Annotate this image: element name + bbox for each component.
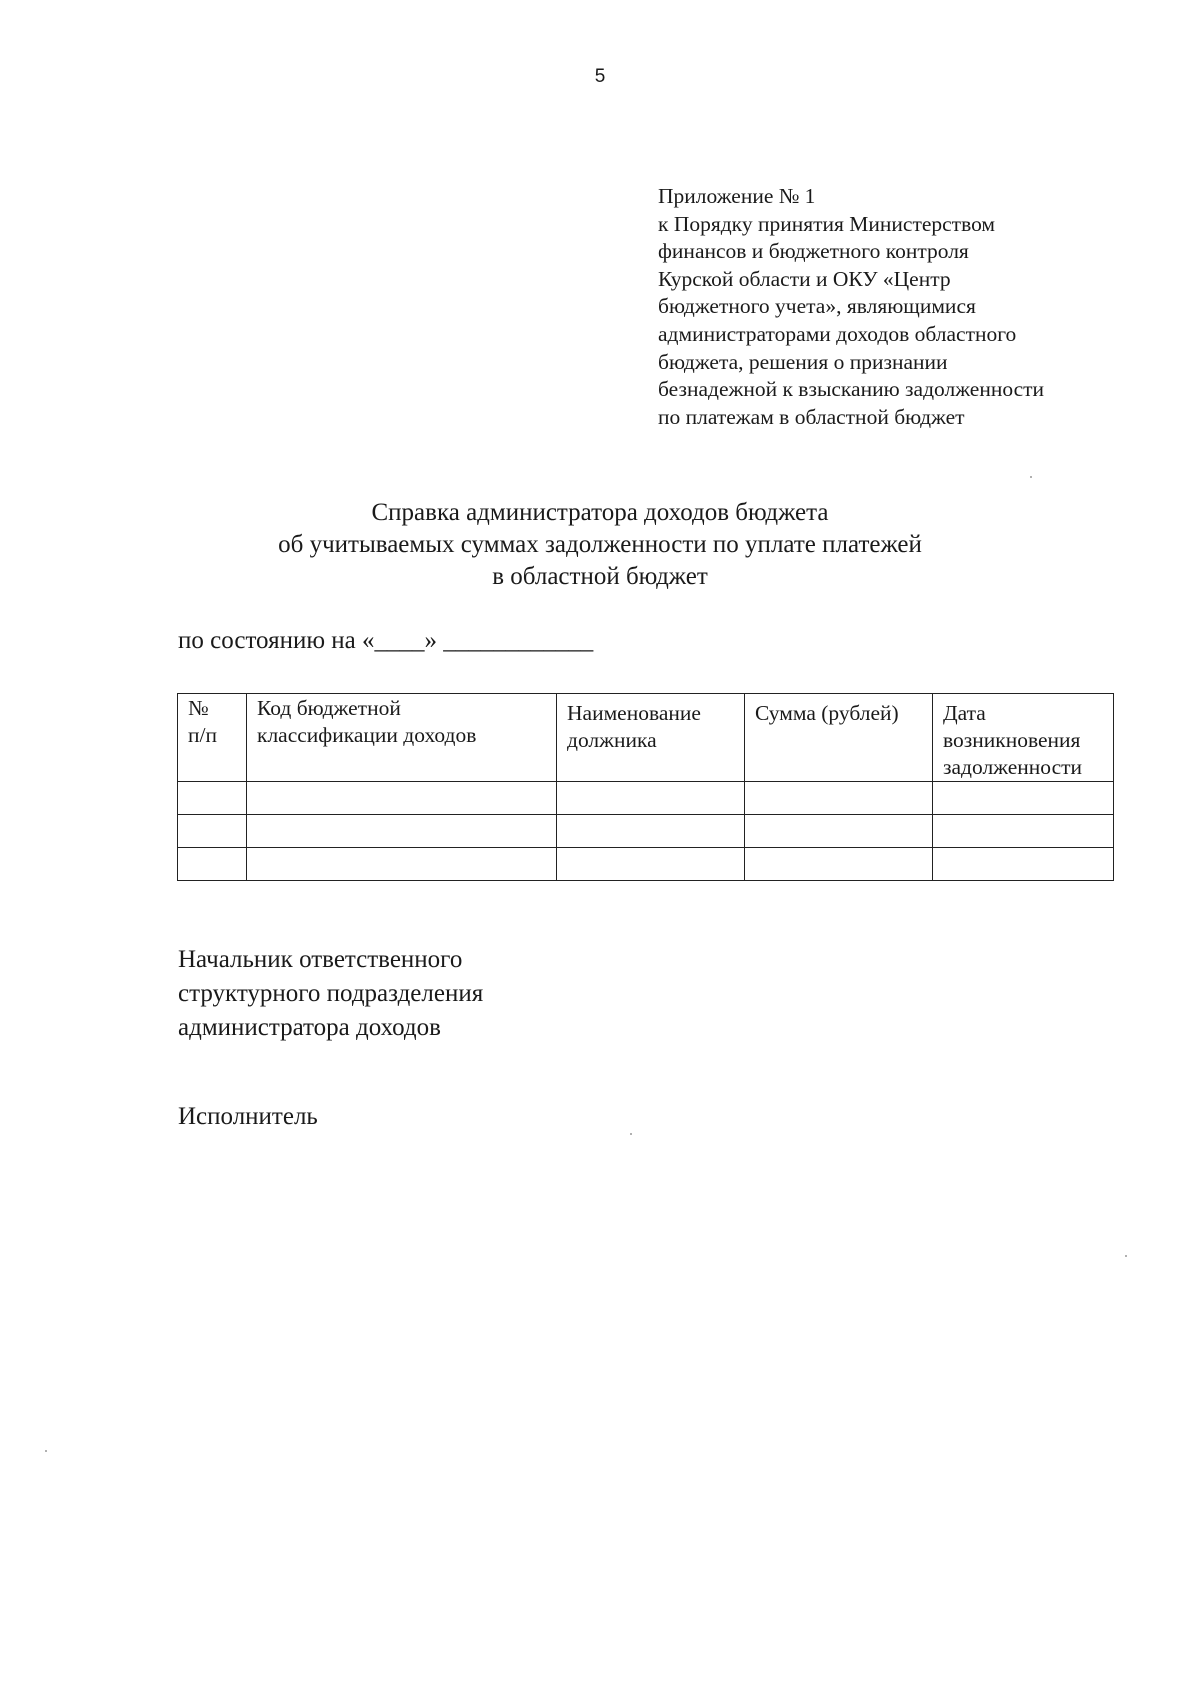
table-cell [247,815,557,848]
table-row [178,815,1114,848]
table-cell [745,815,933,848]
scan-speck [630,1133,632,1135]
scan-speck [1125,1255,1127,1257]
appendix-note [658,183,1128,431]
signature-line: Начальник ответственного [178,946,463,973]
header-text: Наименование [567,701,701,725]
header-debtor-name [557,694,745,782]
title-line: в областной бюджет [492,563,708,590]
header-budget-code [247,694,557,782]
appendix-line: Приложение № 1 [658,184,816,208]
table-cell [178,848,247,881]
header-number [178,694,247,782]
table-cell [933,848,1114,881]
header-text: возникновения [943,728,1081,752]
as-of-date-line: по состоянию на «____» ____________ [178,627,594,654]
appendix-line: по платежам в областной бюджет [658,404,965,429]
appendix-line: администраторами доходов областного [658,321,1017,346]
table-cell [178,782,247,815]
table-cell [933,782,1114,815]
header-text: должника [567,728,657,752]
header-text: № [188,696,209,720]
executor-label: Исполнитель [178,1103,318,1130]
title-line: об учитываемых суммах задолженности по уплате платежей [278,531,922,558]
page-number: 5 [594,66,606,87]
appendix-line: бюджета, решения о признании [658,349,948,374]
header-debt-date [933,694,1114,782]
header-amount [745,694,933,782]
table-row [178,782,1114,815]
table-row [178,848,1114,881]
scan-speck [45,1450,47,1452]
title-line: Справка администратора доходов бюджета [371,499,829,526]
header-text: Сумма (рублей) [755,701,899,725]
table-cell [557,848,745,881]
appendix-line: к Порядку принятия Министерством [658,211,996,236]
table-cell [933,815,1114,848]
signature-line: администратора доходов [178,1014,441,1041]
appendix-line: финансов и бюджетного контроля [658,239,969,264]
appendix-line: Курской области и ОКУ «Центр [658,266,951,291]
table-cell [745,782,933,815]
document-title [0,497,1200,593]
header-text: классификации доходов [257,723,477,747]
scan-speck [1030,476,1032,478]
header-text: Дата [943,701,986,725]
debt-table [177,693,1114,881]
appendix-line: бюджетного учета», являющимися [658,294,976,319]
signature-line: структурного подразделения [178,980,484,1007]
table-header-row [178,694,1114,782]
header-text: п/п [188,723,217,747]
table-cell [557,815,745,848]
header-text: Код бюджетной [257,696,401,720]
table-cell [247,848,557,881]
table-cell [178,815,247,848]
table-cell [247,782,557,815]
signature-block [178,943,483,1045]
table-cell [745,848,933,881]
appendix-line: безнадежной к взысканию задолженности [658,377,1045,402]
header-text: задолженности [943,755,1083,779]
table-cell [557,782,745,815]
